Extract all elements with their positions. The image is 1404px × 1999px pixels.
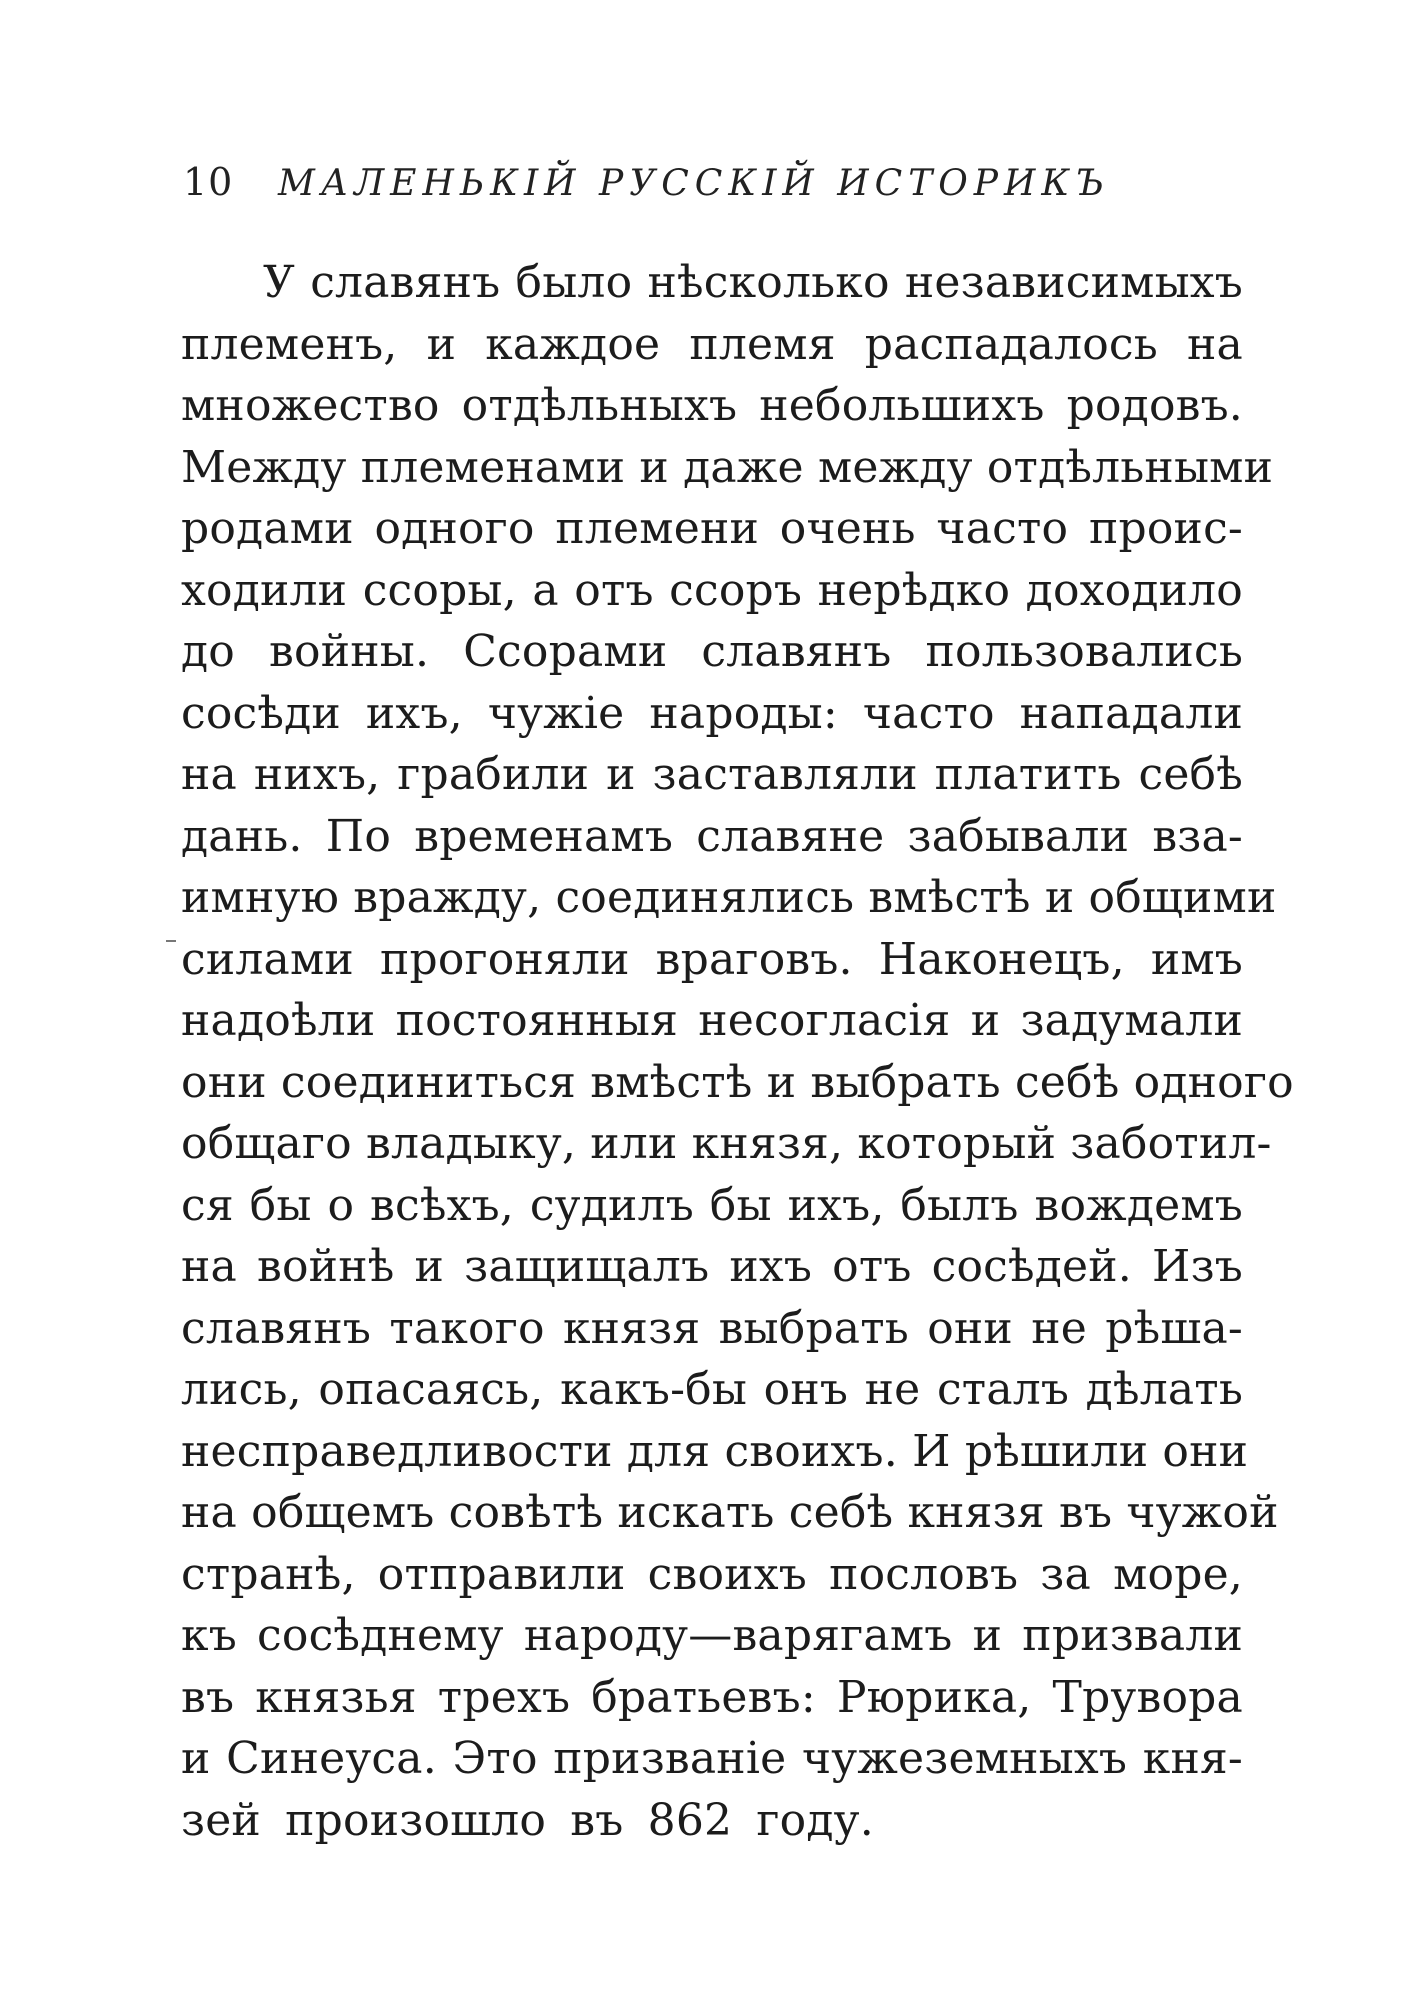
print-speck [166, 940, 176, 942]
text-line: Между племенами и даже между отдѣльными [181, 441, 1274, 493]
body-paragraph [181, 252, 1294, 1851]
text-line: въ князья трехъ братьевъ: Рюрика, Трувора [181, 1671, 1243, 1723]
text-line: на общемъ совѣтѣ искать себѣ князя въ чужой [181, 1487, 1279, 1538]
text-line: зей произошло въ 862 году. [181, 1794, 874, 1846]
text-line: ходили ссоры, а отъ ссоръ нерѣдко доходило [181, 564, 1243, 616]
text-line: къ сосѣднему народу—варягамъ и призвали [181, 1610, 1243, 1661]
text-line: племенъ, и каждое племя распадалось на [181, 318, 1243, 370]
text-line: на нихъ, грабили и заставляли платить себѣ [181, 749, 1243, 800]
text-line: и Синеуса. Это призваніе чужеземныхъ кня- [181, 1733, 1243, 1784]
text-line: несправедливости для своихъ. И рѣшили они [181, 1425, 1249, 1477]
text-line: на войнѣ и защищалъ ихъ отъ сосѣдей. Изъ [181, 1241, 1243, 1292]
page-number: 10 [183, 160, 234, 204]
text-line: множество отдѣльныхъ небольшихъ родовъ. [181, 380, 1243, 431]
text-line: дань. По временамъ славяне забывали вза- [181, 810, 1243, 862]
text-line: они соединиться вмѣстѣ и выбрать себѣ одного [181, 1056, 1294, 1108]
running-title: МАЛЕНЬКІЙ РУССКІЙ ИСТОРИКЪ [278, 163, 1110, 204]
text-line: сосѣди ихъ, чужіе народы: часто нападали [181, 687, 1243, 739]
text-line: ся бы о всѣхъ, судилъ бы ихъ, былъ вождемъ [181, 1179, 1243, 1231]
text-line: славянъ такого князя выбрать они не рѣша- [181, 1302, 1243, 1354]
text-line: странѣ, отправили своихъ пословъ за море, [181, 1548, 1243, 1600]
text-line: надоѣли постоянныя несогласія и задумали [181, 995, 1243, 1046]
text-line: родами одного племени очень часто проис- [181, 503, 1243, 554]
text-line: У славянъ было нѣсколько независимыхъ [263, 257, 1243, 308]
text-line: до войны. Ссорами славянъ пользовались [181, 626, 1243, 677]
text-line: силами прогоняли враговъ. Наконецъ, имъ [181, 933, 1243, 985]
text-line: лись, опасаясь, какъ-бы онъ не сталъ дѣлать [181, 1364, 1243, 1415]
running-head [183, 160, 1123, 220]
text-line: имную вражду, соединялись вмѣстѣ и общими [181, 872, 1277, 923]
text-line: общаго владыку, или князя, который заботил- [181, 1118, 1272, 1169]
